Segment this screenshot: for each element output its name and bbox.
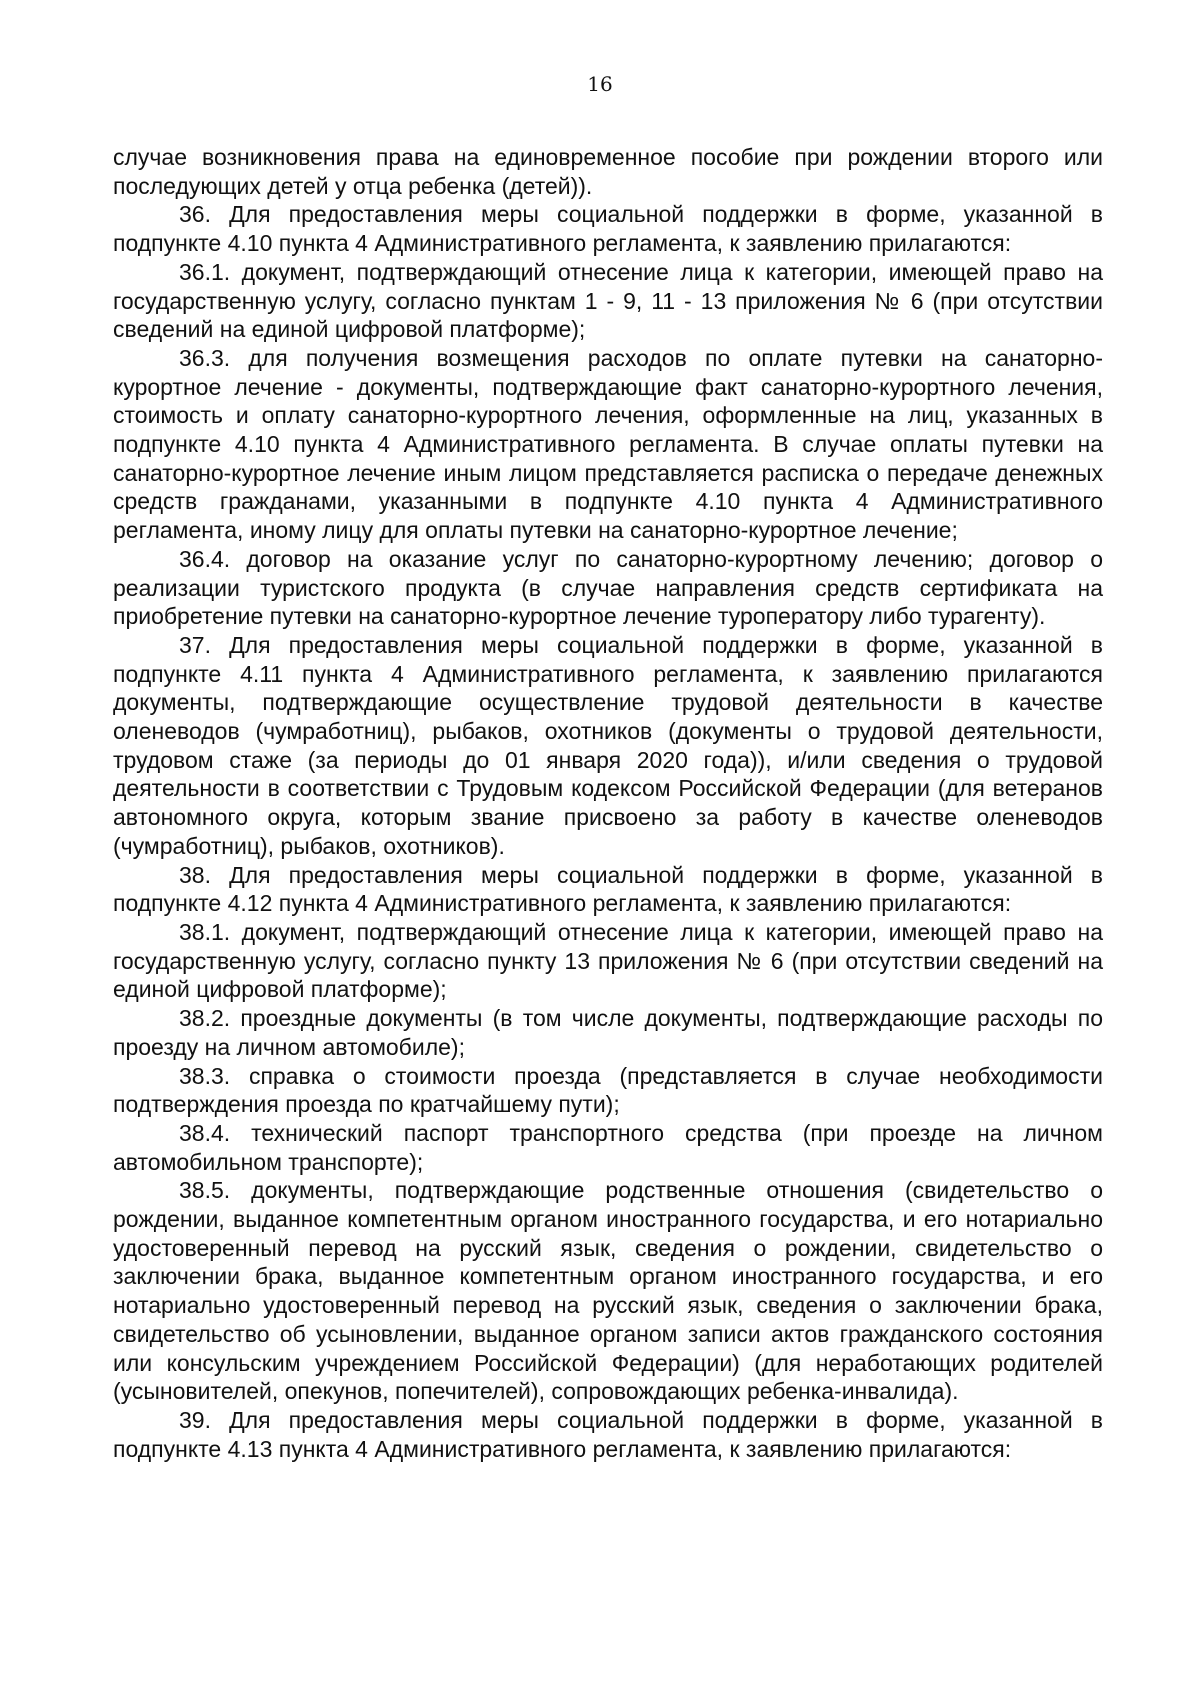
paragraph-36: 36. Для предоставления меры социальной поддержки в форме, указанной в подпункте 4.10 пункта 4 Административного регламента, к заявлению прилагаются: [113,201,1103,257]
paragraph-continuation: случае возникновения права на единовременное пособие при рождении второго или последующих детей у отца ребенка (детей)). [113,144,1103,199]
paragraph-38-2: 38.2. проездные документы (в том числе документы, подтверждающие расходы по проезду на личном автомобиле); [113,1005,1103,1060]
paragraph-36-3: 36.3. для получения возмещения расходов по оплате путевки на санаторно-курортное лечение - документы, подтверждающие факт санаторно-курортного лечения, стоимость и оплату санаторно-курортного лечения, оформленные на лиц, указанных в подпункте 4.10 пункта 4 Административного регламента. В случае оплаты путевки на санаторно-курортное лечение иным лицом представляется расписка о передаче денежных средств гражданами, указанными в подпункте 4.10 пункта 4 Административного регламента, иному лицу для оплаты путевки на санаторно-курортное лечение; [113,344,1103,544]
paragraph-38-3: 38.3. справка о стоимости проезда (представляется в случае необходимости подтверждения проезда по кратчайшему пути); [113,1062,1103,1118]
document-body [113,143,1103,1463]
paragraph-38-5: 38.5. документы, подтверждающие родственные отношения (свидетельство о рождении, выданное компетентным органом иностранного государства, и его нотариально удостоверенный перевод на русский язык, сведения о рождении, свидетельство о заключении брака, выданное компетентным органом иностранного государства, и его нотариально удостоверенный перевод на русский язык, сведения о заключении брака, свидетельство об усыновлении, выданное органом записи актов гражданского состояния или консульским учреждением Российской Федерации) (для неработающих родителей (усыновителей, опекунов, попечителей), сопровождающих ребенка-инвалида). [113,1177,1103,1405]
paragraph-38: 38. Для предоставления меры социальной поддержки в форме, указанной в подпункте 4.12 пункта 4 Административного регламента, к заявлению прилагаются: [113,861,1103,917]
paragraph-36-4: 36.4. договор на оказание услуг по санаторно-курортному лечению; договор о реализации туристского продукта (в случае направления средств сертификата на приобретение путевки на санаторно-курортное лечение туроператору либо турагенту). [113,545,1103,630]
page-number: 16 [587,72,613,96]
paragraph-38-4: 38.4. технический паспорт транспортного средства (при проезде на личном автомобильном транспорте); [113,1119,1103,1175]
paragraph-37: 37. Для предоставления меры социальной поддержки в форме, указанной в подпункте 4.11 пункта 4 Административного регламента, к заявлению прилагаются документы, подтверждающие осуществление трудовой деятельности в качестве оленеводов (чумработниц), рыбаков, охотников (документы о трудовой деятельности, трудовом стаже (за периоды до 01 января 2020 года)), и/или сведения о трудовой деятельности в соответствии с Трудовым кодексом Российской Федерации (для ветеранов автономного округа, которым звание присвоено за работу в качестве оленеводов (чумработниц), рыбаков, охотников). [113,631,1103,859]
paragraph-36-1: 36.1. документ, подтверждающий отнесение лица к категории, имеющей право на государственную услугу, согласно пунктам 1 - 9, 11 - 13 приложения № 6 (при отсутствии сведений на единой цифровой платформе); [113,258,1103,343]
paragraph-38-1: 38.1. документ, подтверждающий отнесение лица к категории, имеющей право на государственную услугу, согласно пункту 13 приложения № 6 (при отсутствии сведений на единой цифровой платформе); [113,918,1103,1003]
paragraph-39: 39. Для предоставления меры социальной поддержки в форме, указанной в подпункте 4.13 пункта 4 Административного регламента, к заявлению прилагаются: [113,1406,1103,1462]
